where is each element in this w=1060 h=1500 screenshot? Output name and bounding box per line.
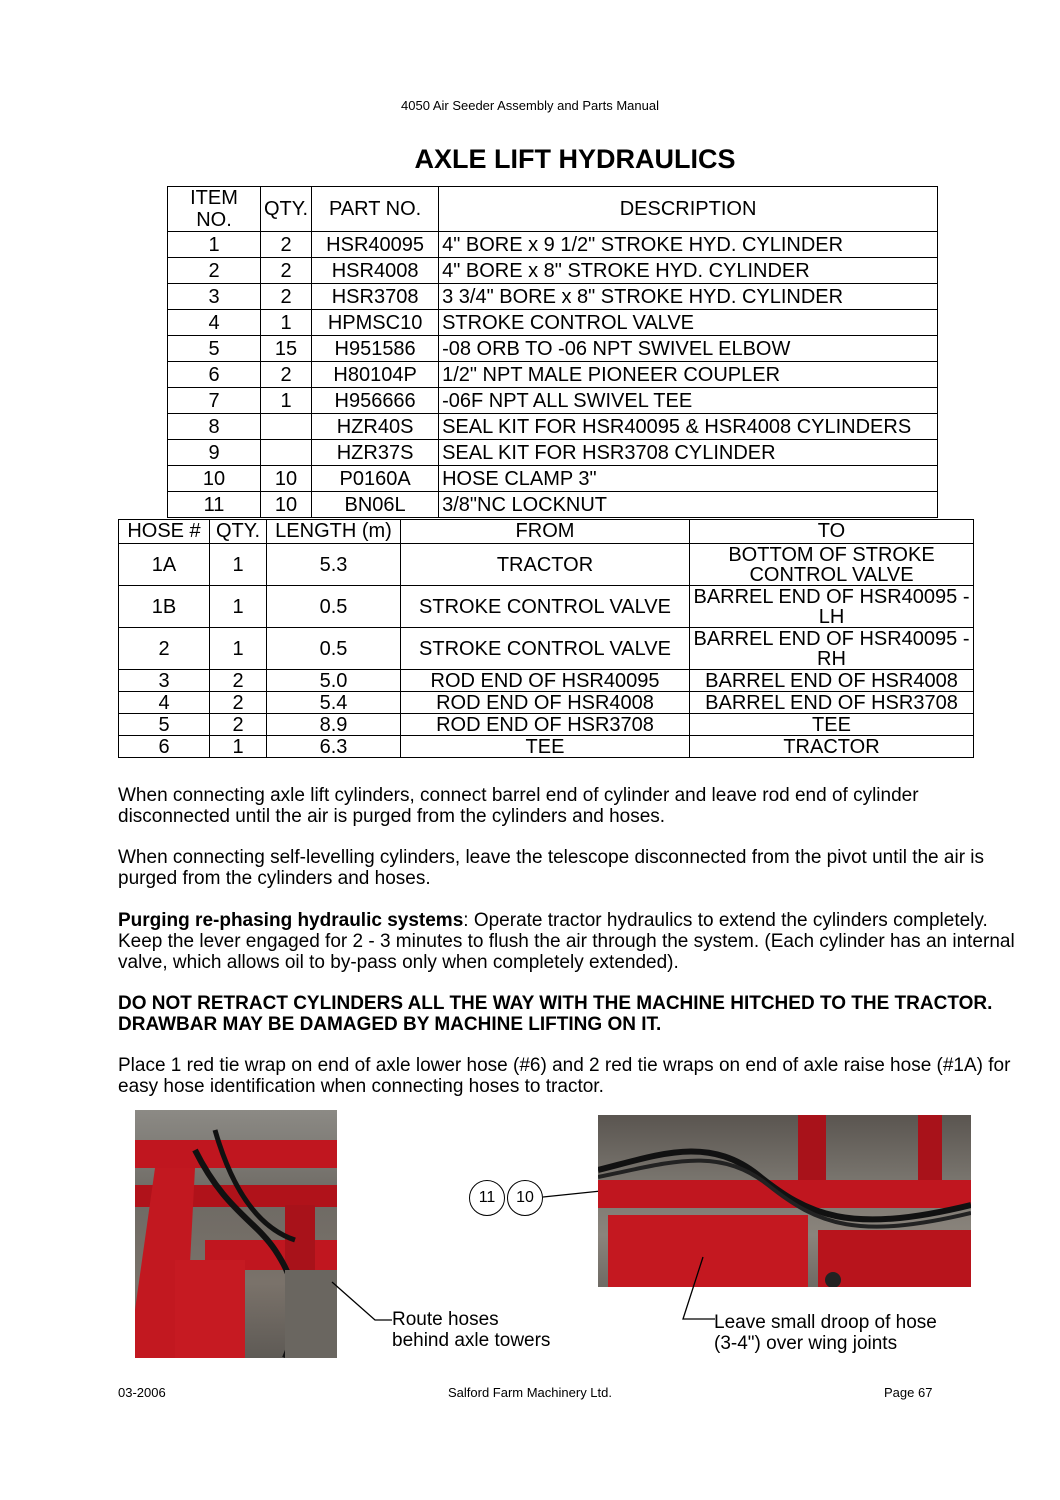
parts-table-row <box>168 440 938 466</box>
parts-cell-description: 3/8"NC LOCKNUT <box>439 492 938 518</box>
parts-cell-item-no: 8 <box>168 414 261 440</box>
parts-cell-qty <box>261 440 312 466</box>
caption-right-line2: (3-4") over wing joints <box>714 1333 898 1354</box>
hose-cell-length: 0.5 <box>267 586 401 628</box>
parts-cell-qty: 2 <box>261 284 312 310</box>
hose-cell-hose: 6 <box>119 736 210 758</box>
hose-cell-qty: 2 <box>210 670 267 692</box>
hose-table-row <box>119 628 974 670</box>
parts-cell-item-no: 6 <box>168 362 261 388</box>
parts-table-row <box>168 258 938 284</box>
hose-cell-to: TEE <box>690 714 974 736</box>
parts-cell-part-no: H951586 <box>312 336 439 362</box>
col-from: FROM <box>401 520 690 544</box>
parts-cell-qty: 15 <box>261 336 312 362</box>
hose-cell-to: BARREL END OF HSR40095 - LH <box>690 586 974 628</box>
purging-text: : Operate tractor hydraulics to extend the cylinders completely. Keep the lever engaged for 2 - 3 minutes to flush the air through the system. (Each cylinder has an internal valve, which allows oil to by-pass only when completely extended). <box>118 910 1015 973</box>
hose-cell-from: TEE <box>401 736 690 758</box>
hose-cell-qty: 2 <box>210 714 267 736</box>
hose-cell-from: ROD END OF HSR4008 <box>401 692 690 714</box>
hose-cell-to: BARREL END OF HSR3708 <box>690 692 974 714</box>
parts-cell-description: SEAL KIT FOR HSR40095 & HSR4008 CYLINDERS <box>439 414 938 440</box>
parts-cell-description: 1/2" NPT MALE PIONEER COUPLER <box>439 362 938 388</box>
hose-cell-to: BARREL END OF HSR4008 <box>690 670 974 692</box>
hose-cell-hose: 2 <box>119 628 210 670</box>
hose-table-header <box>119 520 974 544</box>
parts-table <box>167 186 938 518</box>
hose-cell-from: ROD END OF HSR3708 <box>401 714 690 736</box>
hose-cell-from: STROKE CONTROL VALVE <box>401 586 690 628</box>
paragraph-axle-lift: When connecting axle lift cylinders, connect barrel end of cylinder and leave rod end of cylinder disconnected until the air is purged from the cylinders and hoses. <box>118 785 919 827</box>
col-description: DESCRIPTION <box>439 187 938 232</box>
parts-cell-part-no: H80104P <box>312 362 439 388</box>
parts-table-row <box>168 362 938 388</box>
purging-heading: Purging re-phasing hydraulic systems <box>118 910 464 931</box>
parts-cell-part-no: HZR40S <box>312 414 439 440</box>
hose-cell-length: 6.3 <box>267 736 401 758</box>
hose-cell-to: TRACTOR <box>690 736 974 758</box>
caption-right-line1: Leave small droop of hose <box>714 1312 937 1333</box>
parts-cell-description: SEAL KIT FOR HSR3708 CYLINDER <box>439 440 938 466</box>
parts-cell-qty <box>261 414 312 440</box>
caption-left-line2: behind axle towers <box>392 1330 551 1351</box>
parts-cell-part-no: BN06L <box>312 492 439 518</box>
hose-cell-length: 5.3 <box>267 544 401 586</box>
hose-cell-length: 8.9 <box>267 714 401 736</box>
callout-item-11: 11 <box>469 1180 505 1216</box>
hose-cell-hose: 1A <box>119 544 210 586</box>
col-hose: HOSE # <box>119 520 210 544</box>
parts-cell-item-no: 10 <box>168 466 261 492</box>
parts-cell-item-no: 4 <box>168 310 261 336</box>
photo-axle-tower-illustration <box>135 1110 337 1358</box>
parts-cell-description: 4" BORE x 8" STROKE HYD. CYLINDER <box>439 258 938 284</box>
warning-text: DO NOT RETRACT CYLINDERS ALL THE WAY WITH THE MACHINE HITCHED TO THE TRACTOR. DRAWBAR MAY BE DAMAGED BY MACHINE LIFTING ON IT. <box>118 993 993 1035</box>
col-to: TO <box>690 520 974 544</box>
hose-cell-hose: 5 <box>119 714 210 736</box>
hose-table-row <box>119 670 974 692</box>
paragraph-tie-wraps: Place 1 red tie wrap on end of axle lower hose (#6) and 2 red tie wraps on end of axle raise hose (#1A) for easy hose identification when connecting hoses to tractor. <box>118 1055 1011 1097</box>
hose-cell-hose: 4 <box>119 692 210 714</box>
parts-cell-item-no: 7 <box>168 388 261 414</box>
hose-cell-qty: 1 <box>210 544 267 586</box>
caption-left <box>392 1309 550 1351</box>
col-item-no: ITEM NO. <box>168 187 261 232</box>
hose-cell-length: 5.0 <box>267 670 401 692</box>
parts-table-row <box>168 492 938 518</box>
parts-cell-part-no: HZR37S <box>312 440 439 466</box>
footer-page-number: Page 67 <box>884 1385 933 1400</box>
photo-wing-joint <box>598 1115 971 1287</box>
hose-table-row <box>119 714 974 736</box>
parts-cell-item-no: 11 <box>168 492 261 518</box>
parts-cell-item-no: 5 <box>168 336 261 362</box>
hose-table-row <box>119 736 974 758</box>
col-part-no: PART NO. <box>312 187 439 232</box>
col-qty: QTY. <box>210 520 267 544</box>
parts-cell-description: -06F NPT ALL SWIVEL TEE <box>439 388 938 414</box>
parts-cell-part-no: HPMSC10 <box>312 310 439 336</box>
parts-table-row <box>168 284 938 310</box>
page-header: 4050 Air Seeder Assembly and Parts Manual <box>401 98 659 113</box>
hose-cell-hose: 1B <box>119 586 210 628</box>
hose-table <box>118 519 974 758</box>
hose-cell-from: TRACTOR <box>401 544 690 586</box>
callout-leader <box>543 1185 603 1205</box>
parts-cell-qty: 2 <box>261 232 312 258</box>
parts-cell-description: 4" BORE x 9 1/2" STROKE HYD. CYLINDER <box>439 232 938 258</box>
hose-cell-qty: 1 <box>210 586 267 628</box>
parts-cell-part-no: HSR4008 <box>312 258 439 284</box>
footer-date: 03-2006 <box>118 1385 166 1400</box>
hose-cell-qty: 1 <box>210 736 267 758</box>
hose-cell-to: BARREL END OF HSR40095 - RH <box>690 628 974 670</box>
parts-cell-qty: 2 <box>261 258 312 284</box>
parts-cell-item-no: 3 <box>168 284 261 310</box>
parts-cell-part-no: HSR3708 <box>312 284 439 310</box>
parts-cell-qty: 1 <box>261 310 312 336</box>
parts-cell-description: STROKE CONTROL VALVE <box>439 310 938 336</box>
caption-right <box>714 1312 937 1354</box>
parts-table-row <box>168 414 938 440</box>
parts-cell-qty: 10 <box>261 492 312 518</box>
parts-table-row <box>168 388 938 414</box>
parts-cell-description: -08 ORB TO -06 NPT SWIVEL ELBOW <box>439 336 938 362</box>
parts-cell-qty: 1 <box>261 388 312 414</box>
hose-cell-qty: 1 <box>210 628 267 670</box>
paragraph-self-levelling: When connecting self-levelling cylinders, leave the telescope disconnected from the pivot until the air is purged from the cylinders and hoses. <box>118 847 985 889</box>
hose-table-row <box>119 544 974 586</box>
parts-table-header <box>168 187 938 232</box>
callout-item-10: 10 <box>507 1180 543 1216</box>
hose-cell-length: 0.5 <box>267 628 401 670</box>
parts-cell-item-no: 1 <box>168 232 261 258</box>
col-qty: QTY. <box>261 187 312 232</box>
parts-cell-description: 3 3/4" BORE x 8" STROKE HYD. CYLINDER <box>439 284 938 310</box>
photo-axle-tower <box>135 1110 337 1358</box>
paragraph-purging <box>118 910 1018 973</box>
caption-left-line1: Route hoses <box>392 1309 499 1330</box>
parts-cell-part-no: H956666 <box>312 388 439 414</box>
photo-wing-joint-illustration <box>598 1115 971 1287</box>
hose-cell-to: BOTTOM OF STROKE CONTROL VALVE <box>690 544 974 586</box>
hose-cell-from: STROKE CONTROL VALVE <box>401 628 690 670</box>
hose-table-row <box>119 586 974 628</box>
parts-table-row <box>168 310 938 336</box>
hose-cell-hose: 3 <box>119 670 210 692</box>
col-length: LENGTH (m) <box>267 520 401 544</box>
parts-cell-item-no: 9 <box>168 440 261 466</box>
footer-company: Salford Farm Machinery Ltd. <box>447 1385 612 1400</box>
leader-line-left <box>330 1280 400 1330</box>
parts-table-row <box>168 336 938 362</box>
hose-cell-qty: 2 <box>210 692 267 714</box>
parts-cell-qty: 10 <box>261 466 312 492</box>
page-title: AXLE LIFT HYDRAULICS <box>414 144 736 174</box>
hose-table-row <box>119 692 974 714</box>
hose-cell-length: 5.4 <box>267 692 401 714</box>
hose-cell-from: ROD END OF HSR40095 <box>401 670 690 692</box>
parts-table-row <box>168 466 938 492</box>
parts-cell-part-no: HSR40095 <box>312 232 439 258</box>
parts-cell-part-no: P0160A <box>312 466 439 492</box>
parts-cell-item-no: 2 <box>168 258 261 284</box>
parts-cell-qty: 2 <box>261 362 312 388</box>
parts-cell-description: HOSE CLAMP 3" <box>439 466 938 492</box>
parts-table-row <box>168 232 938 258</box>
